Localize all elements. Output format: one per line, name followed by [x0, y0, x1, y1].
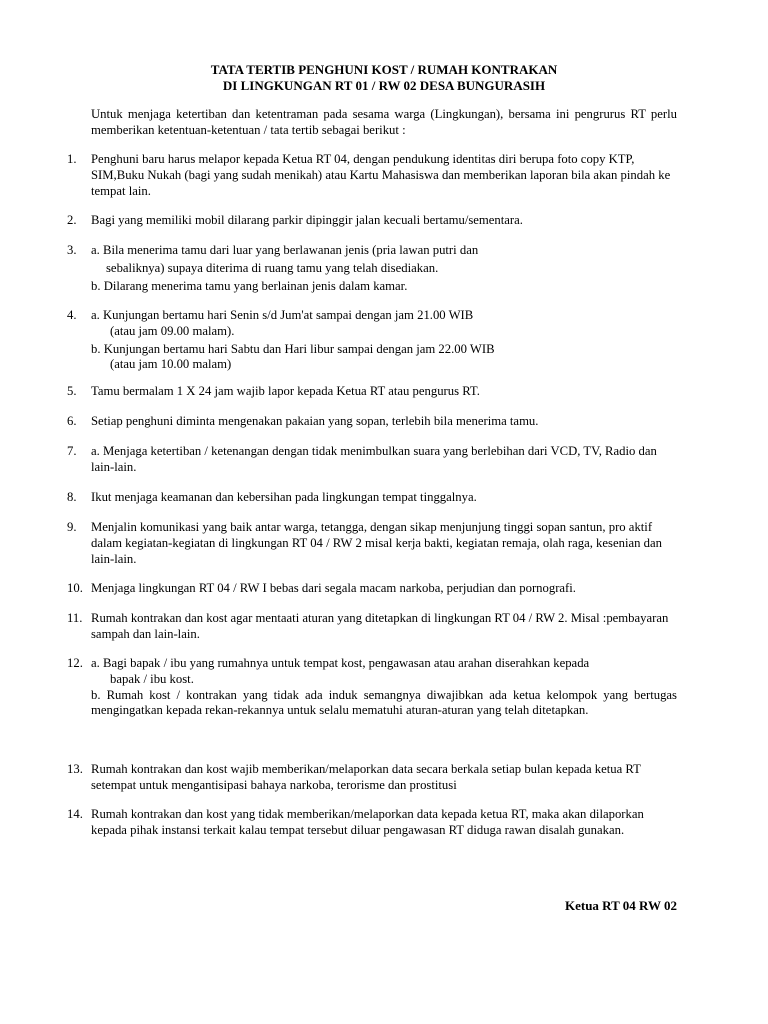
rule-text-line: sebaliknya) supaya diterima di ruang tamu yang telah disediakan.: [106, 260, 439, 275]
rule-text: Rumah kontrakan dan kost wajib memberikan/melaporkan data secara berkala setiap bulan kepada ketua RT setempat untuk mengantisipasi bahaya narkoba, terorisme dan prostitusi: [91, 762, 641, 792]
document-title-line-1: TATA TERTIB PENGHUNI KOST / RUMAH KONTRAKAN: [210, 62, 558, 77]
rule-text: Tamu bermalam 1 X 24 jam wajib lapor kepada Ketua RT atau pengurus RT.: [91, 384, 480, 398]
rule-subitem-b: b. Rumah kost / kontrakan yang tidak ada induk semangnya diwajibkan ada ketua kelompok yang bertugas mengingatkan kepada rekan-rekannya untuk selalu mematuhi aturan-aturan yang telah ditetapkan.: [91, 687, 677, 718]
rule-number: 8.: [67, 490, 77, 504]
rule-number: 6.: [67, 414, 77, 428]
rule-number: 13.: [67, 762, 83, 776]
rule-subitem-a-continued: bapak / ibu kost.: [110, 671, 194, 686]
rule-text: Menjalin komunikasi yang baik antar warga, tetangga, dengan sikap menjunjung tinggi sopan santun, pro aktif dalam kegiatan-kegiatan di lingkungan RT 04 / RW 2 misal kerja bakti, kegiatan remaja, olah raga, kesenian dan lain-lain.: [91, 520, 662, 566]
rule-text-line: b. Kunjungan bertamu hari Sabtu dan Hari libur sampai dengan jam 22.00 WIB: [91, 341, 495, 356]
rule-number: 4.: [67, 308, 77, 322]
document-title-line-2: DI LINGKUNGAN RT 01 / RW 02 DESA BUNGURASIH: [222, 78, 546, 93]
rule-subitem-a: a. Bagi bapak / ibu yang rumahnya untuk tempat kost, pengawasan atau arahan diserahkan kepada: [91, 656, 590, 670]
rule-number: 1.: [67, 152, 77, 166]
rule-text: Bagi yang memiliki mobil dilarang parkir dipinggir jalan kecuali bertamu/sementara.: [91, 213, 523, 227]
rule-text: Menjaga lingkungan RT 04 / RW I bebas dari segala macam narkoba, perjudian dan pornografi.: [91, 581, 576, 595]
rule-number: 11.: [67, 611, 83, 625]
rule-text: Rumah kontrakan dan kost yang tidak memberikan/melaporkan data kepada ketua RT, maka akan dilaporkan kepada pihak instansi terkait kalau tempat tersebut diluar pengawasan RT diduga rawan disalah gunakan.: [91, 807, 644, 837]
rule-number: 2.: [67, 213, 77, 227]
rule-number: 10.: [67, 581, 83, 595]
rule-number: 3.: [67, 243, 77, 257]
rule-text-line: (atau jam 09.00 malam).: [110, 323, 235, 338]
rule-text: Setiap penghuni diminta mengenakan pakaian yang sopan, terlebih bila menerima tamu.: [91, 414, 539, 428]
rule-text-line: a. Kunjungan bertamu hari Senin s/d Jum'at sampai dengan jam 21.00 WIB: [91, 308, 474, 322]
rule-number: 9.: [67, 520, 77, 534]
rule-number: 5.: [67, 384, 77, 398]
rule-number: 7.: [67, 444, 77, 458]
rule-number: 14.: [67, 807, 83, 821]
rule-text-line: a. Bila menerima tamu dari luar yang berlawanan jenis (pria lawan putri dan: [91, 243, 479, 257]
rule-text: a. Menjaga ketertiban / ketenangan dengan tidak menimbulkan suara yang berlebihan dari VCD, TV, Radio dan lain-lain.: [91, 444, 657, 474]
rule-text: Ikut menjaga keamanan dan kebersihan pada lingkungan tempat tinggalnya.: [91, 490, 477, 504]
rule-text: Penghuni baru harus melapor kepada Ketua RT 04, dengan pendukung identitas diri berupa foto copy KTP, SIM,Buku Nukah (bagi yang sudah menikah) atau Kartu Mahasiswa dan memberikan laporan bila akan pindah ke tempat lain.: [91, 152, 671, 198]
intro-paragraph: Untuk menjaga ketertiban dan ketentraman pada sesama warga (Lingkungan), bersama ini pengrurus RT perlu memberikan ketentuan-ketentuan / tata tertib sebagai berikut :: [91, 107, 677, 137]
rule-text-line: (atau jam 10.00 malam): [110, 357, 232, 372]
signature-title: Ketua RT 04 RW 02: [564, 898, 677, 913]
rule-text-line: b. Dilarang menerima tamu yang berlainan jenis dalam kamar.: [91, 278, 408, 293]
rule-number: 12.: [67, 656, 83, 670]
rule-text: Rumah kontrakan dan kost agar mentaati aturan yang ditetapkan di lingkungan RT 04 / RW 2. Misal :pembayaran sampah dan lain-lain.: [91, 611, 669, 641]
